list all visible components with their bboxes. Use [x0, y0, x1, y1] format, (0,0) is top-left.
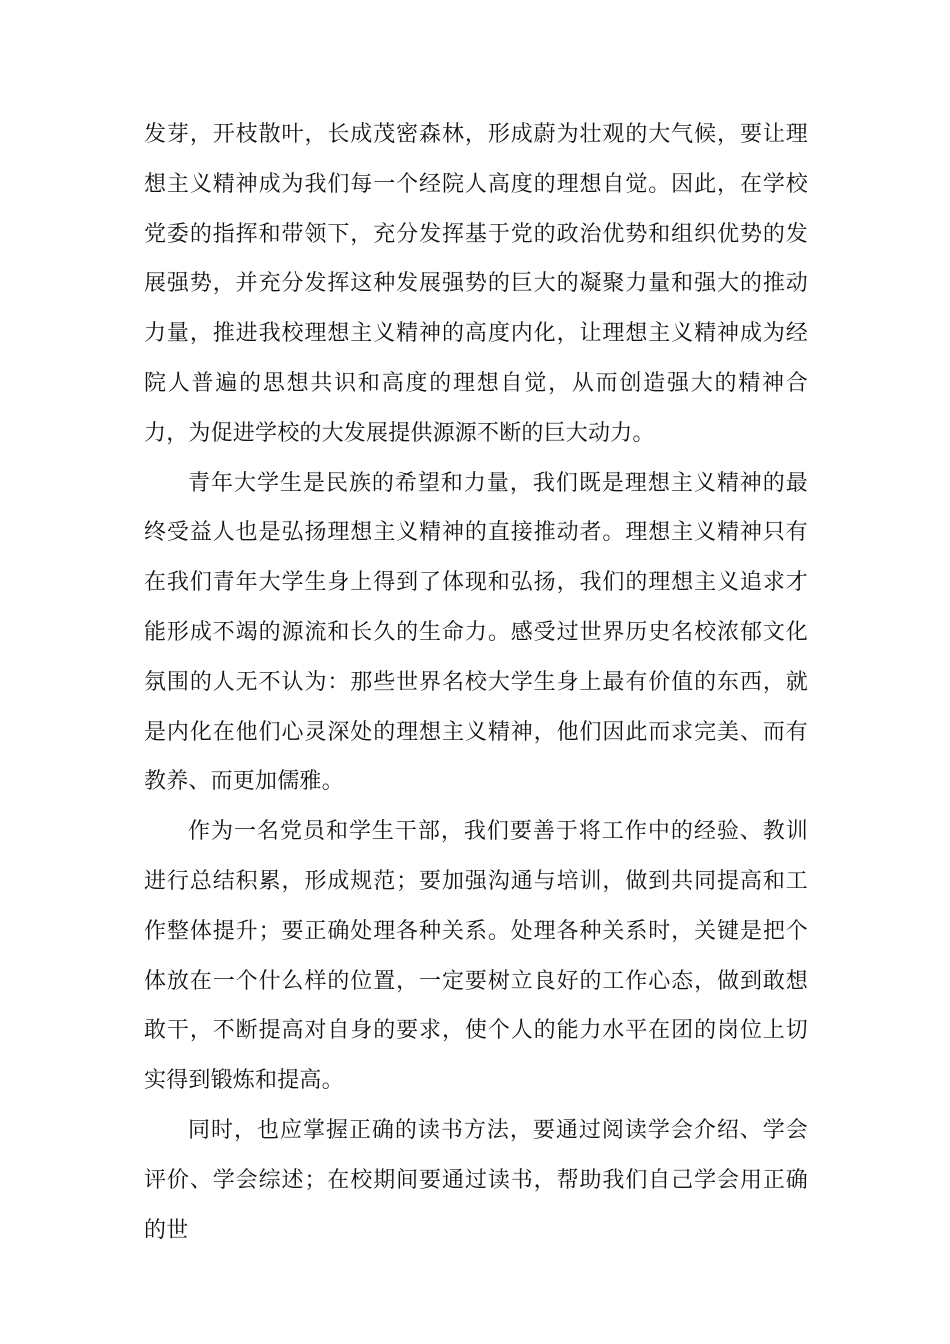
paragraph-3: 作为一名党员和学生干部，我们要善于将工作中的经验、教训进行总结积累，形成规范；要加强沟通与培训，做到共同提高和工作整体提升；要正确处理各种关系。处理各种关系时，关键是把个体放在一个什么样的位置，一定要树立良好的工作心态，做到敢想敢干，不断提高对自身的要求，使个人的能力水平在团的岗位上切实得到锻炼和提高。: [144, 819, 808, 1094]
paragraph-2: 青年大学生是民族的希望和力量，我们既是理想主义精神的最终受益人也是弘扬理想主义精神的直接推动者。理想主义精神只有在我们青年大学生身上得到了体现和弘扬，我们的理想主义追求才能形成不竭的源流和长久的生命力。感受过世界历史名校浓郁文化氛围的人无不认为：那些世界名校大学生身上最有价值的东西，就是内化在他们心灵深处的理想主义精神，他们因此而求完美、而有教养、而更加儒雅。: [144, 470, 808, 795]
paragraph-1: 发芽，开枝散叶，长成茂密森林，形成蔚为壮观的大气候，要让理想主义精神成为我们每一个经院人高度的理想自觉。因此，在学校党委的指挥和带领下，充分发挥基于党的政治优势和组织优势的发展强势，并充分发挥这种发展强势的巨大的凝聚力量和强大的推动力量，推进我校理想主义精神的高度内化，让理想主义精神成为经院人普遍的思想共识和高度的理想自觉，从而创造强大的精神合力，为促进学校的大发展提供源源不断的巨大动力。: [144, 122, 808, 446]
document-body: [144, 110, 808, 1255]
paragraph-4: 同时，也应掌握正确的读书方法，要通过阅读学会介绍、学会评价、学会综述；在校期间要通过读书，帮助我们自己学会用正确的世: [144, 1117, 808, 1243]
